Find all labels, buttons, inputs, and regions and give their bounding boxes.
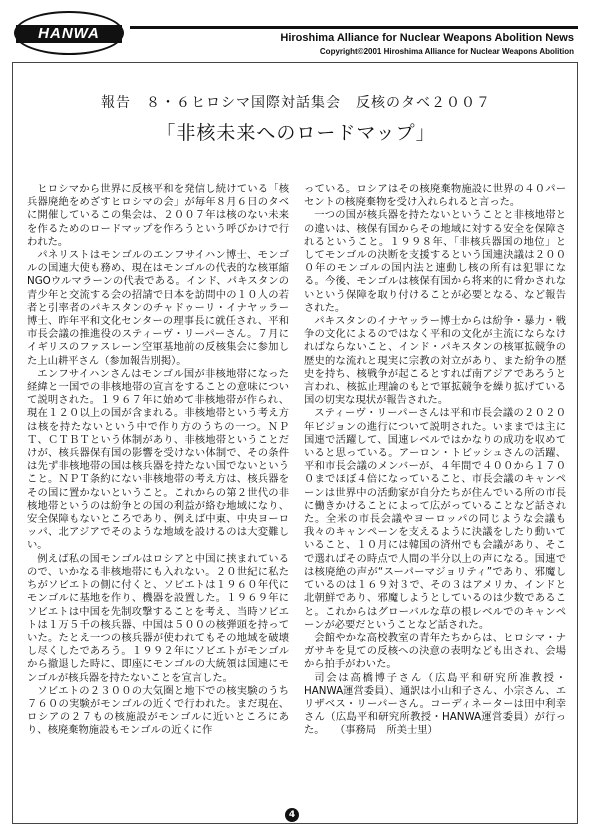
- copyright-line: Copyright©2001 Hiroshima Alliance for Nuclear Weapons Abolition: [319, 47, 574, 56]
- paragraph: 会館やかな高校教室の青年たちからは、ヒロシマ・ナガサキを見ての反核への決意の表明なども出され、会場から拍手がわいた。: [304, 631, 566, 671]
- paragraph: パキスタンのイナヤッラー博士からは紛争・暴力・戦争の文化によるのではなく平和の文化が主流にならなければならないこと、インド・パキスタンの核軍拡競争の歴史的な流れと現実に宗教の対立があり、また紛争の歴史を持ち、核戦争が起こるとすれば南アジアであろうと言われ、核拡止理論のもとで軍拡競争を繰り拡げている国の切実な現状が報告された。: [304, 315, 566, 407]
- page-number: 4: [285, 808, 299, 822]
- paragraph: 司会は高橋博子さん（広島平和研究所准教授・HANWA運営委員）、通訳は小山和子さん、小宗さん、エリザベス・リーパーさん。コーディネーターは田中利幸さん（広島平和研究所教授・HANWA運営委員）が行った。 （事務局 所美士里）: [304, 671, 566, 737]
- paragraph: っている。ロシアはその核廃棄物施設に世界の４０パーセントの核廃棄物を受け入れられると言った。: [304, 183, 566, 209]
- paragraph: パネリストはモンゴルのエンフサイハン博士、モンゴルの国連大使も務め、現在はモンゴルの代表的な核軍縮NGOウルマラーンの代表である。インド、パキスタンの青少年と交流する会の招請で日本を訪問中の１０人の若者と引率者のパキスタンのチャドゥーリ・イナヤッラー博士、昨年平和文化センターの理事長に就任され、平和市長会議の推進役のスティーヴ・リーパーさん。７月にイギリスのファスレーン空軍基地前の反核集会に参加した上山耕平さん（参加報告別掲）。: [27, 249, 289, 367]
- article-title: 「非核未来へのロードマップ」: [156, 122, 436, 144]
- paragraph: 例えば私の国モンゴルはロシアと中国に挟まれているので、いかなる非核地帯にも入れない。２０世紀に私たちがソビエトの側に付くと、ソビエトは１９６０年代にモンゴルに基地を作り、機器を設置した。１９６９年にソビエトは中国を先制攻撃することを考え、当時ソビエトは１万５千の核兵器、中国は５００の核弾頭を持っていた。たとえ一つの核兵器が使われてもその地域を破壊し尽くしたであろう。１９９２年にソビエトがモンゴルから撤退した時に、即座にモンゴルの大統領は国連にモンゴルが核兵器を持たないことを宣言した。: [27, 552, 289, 684]
- newsletter-title: Hiroshima Alliance for Nuclear Weapons Abolition News: [280, 32, 574, 44]
- paragraph: エンフサイハンさんはモンゴル国が非核地帯になった経緯と一国での非核地帯の宣言をすることの意味について説明された。１９６７年に始めて非核地帯が作られ、現在１２０以上の国が含まれる。非核地帯という考え方は核を持たないという中で作り方のうちの一つ。ＮＰＴ、ＣＴＢＴという体制があり、非核地帯ということだけが、核兵器保有国の影響を受けない体制で、その条件は先ず非核地帯の国は核兵器を持たない国でないということ。ＮＰＴ条約にない非核地帯の考え方は、核兵器をその国に置かないということ。これからの第２世代の非核地帯というのは紛争との国の利益が絡む地域になり、安全保障もないところであり、例えば中東、中央ヨーロッパ、北アジアでそのような地域を設けるのは大変難しい。: [27, 367, 289, 552]
- paragraph: ヒロシマから世界に反核平和を発信し続けている「核兵器廃絶をめざすヒロシマの会」が毎年８月６日のタベに開催しているこの集会は、２００７年は核のない未来を作るためのロードマップを作ろうという呼びかけで行われた。: [27, 183, 289, 248]
- logo-text: HANWA: [38, 25, 100, 42]
- paragraph: ソビエトの２３００の大気圏と地下での核実験のうち７６０の実験がモンゴルの近くで行われた。まだ現在、ロシアの２７もの核施設がモンゴルに近いところにあり、核廃棄物施設もモンゴルの近くに作: [27, 684, 289, 737]
- article-left-column: [27, 183, 289, 738]
- header-rule: [130, 26, 578, 29]
- paragraph: スティーヴ・リーパーさんは平和市長会議の２０２０年ビジョンの進行について説明された。いままでは主に国連で活躍して、国連レベルではかなりの成功を収めていると思っている。アーロン・トビッシュさんの活躍、平和市長会議のメンバーが、４年間で４００から１７００までほぼ４倍になっていること、市長会議のキャンペーンは世界中の活動家が自分たちが住んでいる所の市長に働きかけることによって広がっていることなど話された。全米の市長会議やヨーロッパの同じような会議も我々のキャンペーンを支えるように決議をしたり動いていること、１０月には韓国の済州でも会議があり、そこで選ればその時点で人間の半分以上の声になる。国連では核廃絶の声が“スーパーマジョリティ”であり、邪魔しているのは１６９対３で、その３はアメリカ、インドと北朝鮮であり、邪魔しようとしているのは少数であること。これからはグローバルな草の根レベルでのキャンペーンが必要だということなど話された。: [304, 407, 566, 631]
- paragraph: 一つの国が核兵器を持たないということと非核地帯との違いは、核保有国からその地域に対する安全を保障されるということ。１９９８年、「非核兵器国の地位」としてモンゴルの決断を支援するという国連決議は２０００年のモンゴルの国内法と連動し核の所有は犯罪になる。今後、モンゴルは核保有国から将来的に脅かされないという保障を取り付けることが必要となる、など報告された。: [304, 209, 566, 314]
- newsletter-header: [12, 8, 578, 60]
- hanwa-logo: [12, 8, 132, 60]
- report-heading: 報告 ８・６ヒロシマ国際対話集会 反核のタベ２００７: [101, 95, 491, 111]
- article-right-column: [304, 183, 566, 738]
